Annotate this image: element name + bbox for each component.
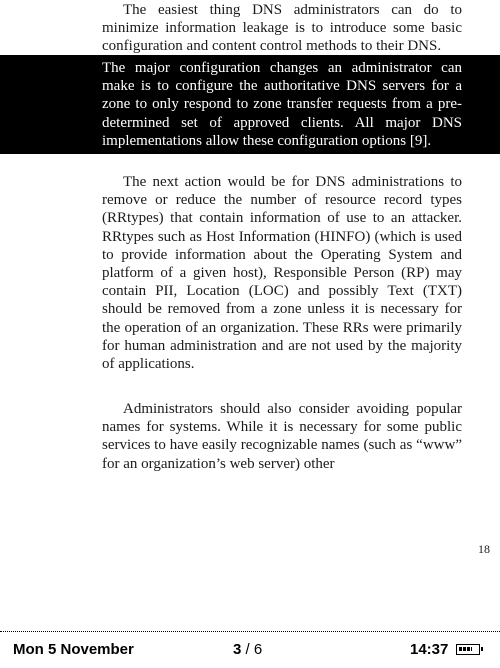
current-page: 3 <box>233 641 242 658</box>
paragraph-2: The next action would be for DNS administrations to remove or reduce the number of resource record types (RRtypes) that contain information of use to an attacker. RRtypes such as Host Information (HINFO) (which is used to provide information about the Operating System and platform of a given host), Responsible Person (RP) may contain PII, Location (LOC) and possibly Text (TXT) should be removed from a zone unless it is necessary for the operation of an organization. These RRs were primarily for human administration and are not used by the majority of applications. <box>102 174 462 373</box>
status-date: Mon 5 November <box>13 641 134 658</box>
paragraph-1-top: The easiest thing DNS administrators can do to minimize information leakage is to introduce some basic configuration and content control methods to their DNS. <box>102 2 462 55</box>
battery-icon <box>456 644 480 655</box>
paragraph-3: Administrators should also consider avoiding popular names for systems. While it is necessary for some public services to have easily recognizable names (such as “www” for an organization’s web server) other <box>102 401 462 472</box>
status-time: 14:37 <box>410 641 449 658</box>
page-number: 18 <box>478 542 490 556</box>
total-pages: / 6 <box>245 641 263 658</box>
battery-level-fill <box>459 647 472 651</box>
paragraph-1-highlighted: The major configuration changes an administrator can make is to configure the authoritative DNS servers for a zone to only respond to zone transfer requests from a pre-determined set of approved clients. All major DNS implementations allow these configuration options [9]. <box>102 60 462 149</box>
status-bar <box>0 631 500 668</box>
page-indicator[interactable] <box>233 641 262 658</box>
